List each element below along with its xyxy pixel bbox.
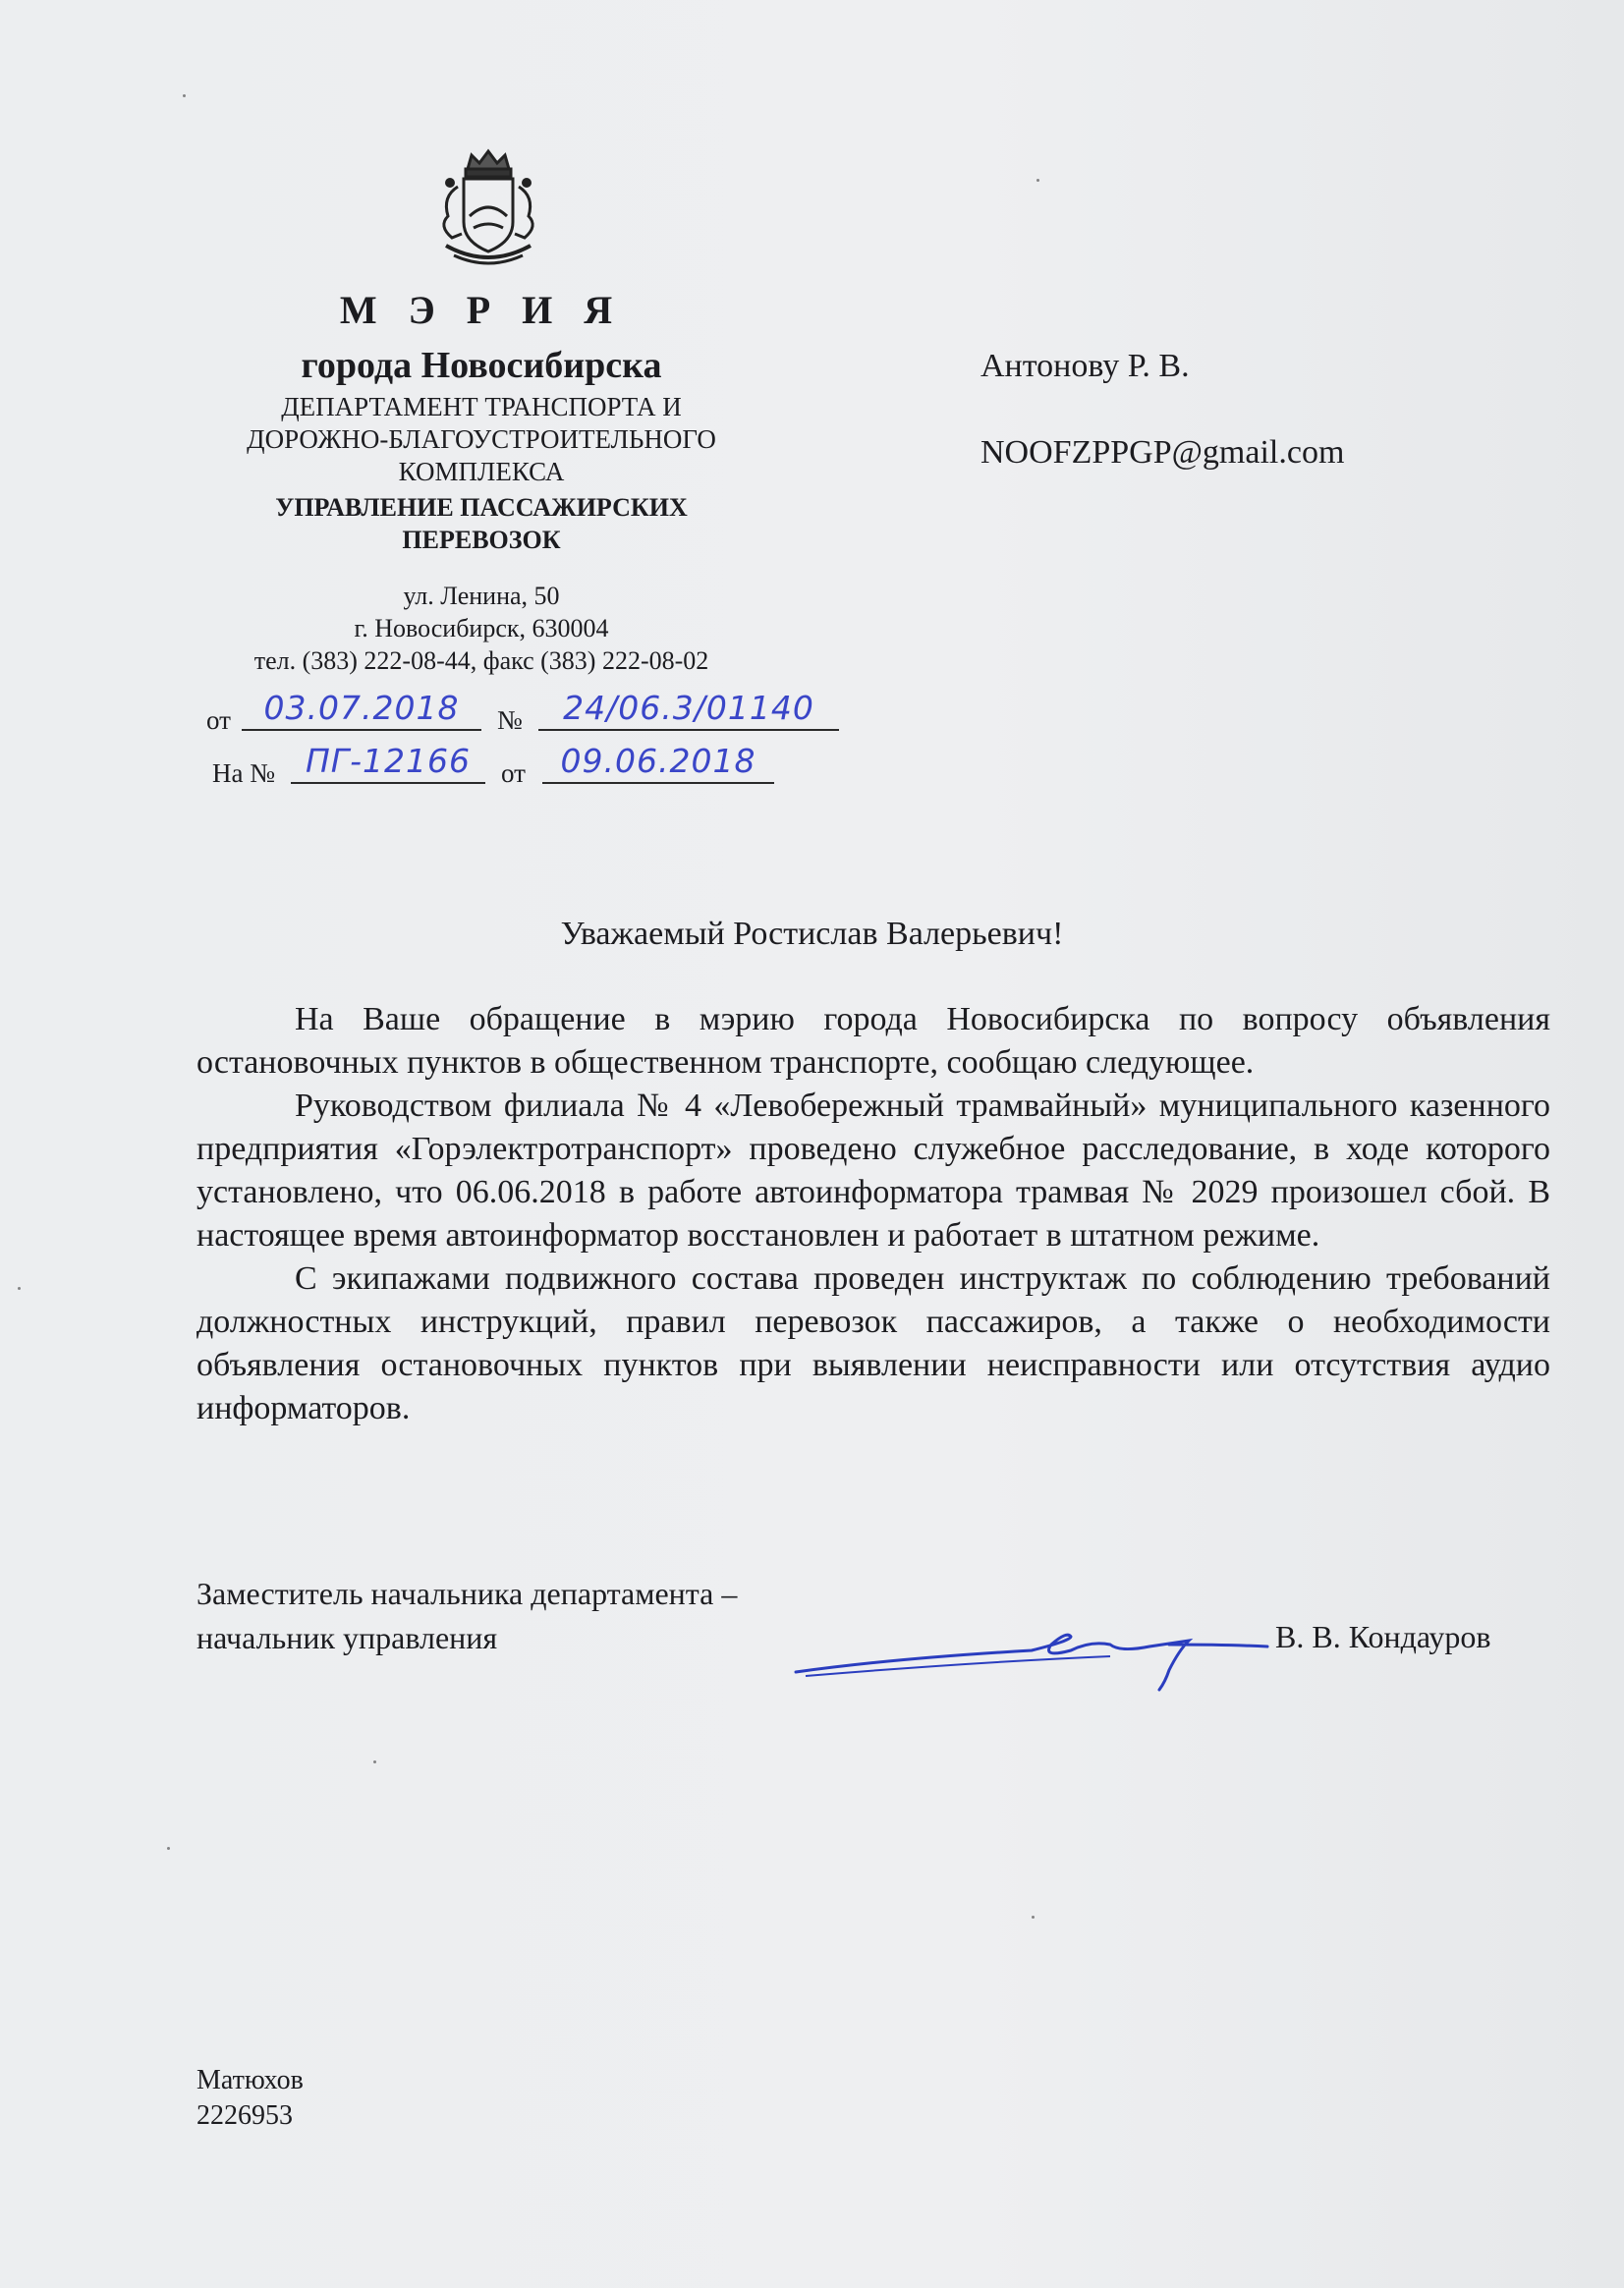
phone-fax-line: тел. (383) 222-08-44, факс (383) 222-08-02 [253, 646, 709, 675]
recipient-name: Антонову Р. В. [980, 348, 1190, 384]
letterhead-address [196, 580, 766, 677]
scan-speck [183, 94, 186, 97]
letterhead-city: города Новосибирска [301, 345, 662, 386]
scan-speck [167, 1847, 170, 1850]
reply-label: На № [212, 758, 275, 788]
letterhead-division [196, 491, 766, 556]
letter-body [196, 998, 1550, 1430]
address-line: г. Новосибирск, 630004 [354, 614, 609, 642]
letterhead-department [196, 391, 766, 488]
number-label: № [497, 705, 523, 735]
reply-date-label: от [501, 758, 526, 788]
handwritten-signature [776, 1601, 1287, 1700]
department-line: ДЕПАРТАМЕНТ ТРАНСПОРТА И [281, 392, 682, 421]
recipient-email: NOOFZPPGP@gmail.com [980, 434, 1345, 471]
executor-phone: 2226953 [196, 2100, 293, 2131]
scan-speck [18, 1287, 21, 1290]
scan-speck [373, 1760, 376, 1763]
scan-speck [1036, 179, 1039, 182]
executor-block [196, 2063, 304, 2134]
executor-name: Матюхов [196, 2065, 304, 2095]
division-line: ПЕРЕВОЗОК [402, 526, 561, 554]
body-paragraph: С экипажами подвижного состава проведен инструктаж по соблюдению требований должностных инструкций, правил перевозок пассажиров, а также о необходимости объявления остановочных пунктов при выявлении неисправности или отсутствия аудио информаторов. [196, 1260, 1550, 1426]
from-label: от [206, 705, 231, 735]
scan-speck [1032, 1916, 1035, 1919]
division-line: УПРАВЛЕНИЕ ПАССАЖИРСКИХ [275, 493, 688, 522]
outgoing-number: 24/06.3/01140 [538, 690, 839, 731]
address-line: ул. Ленина, 50 [403, 582, 560, 610]
coat-of-arms-icon [428, 147, 548, 275]
signatory-title-line: Заместитель начальника департамента – [196, 1576, 738, 1611]
body-paragraph: Руководством филиала № 4 «Левобережный трамвайный» муниципального казенного предприятия «Горэлектротранспорт» проведено служебное расследование, в ходе которого установлено, что 06.06.2018 в работе автоинформатора трамвая № 2029 произошел сбой. В настоящее время автоинформатор восстановлен и работает в штатном режиме. [196, 1088, 1550, 1254]
department-line: ДОРОЖНО-БЛАГОУСТРОИТЕЛЬНОГО [247, 424, 716, 454]
signatory-name: В. В. Кондауров [1275, 1619, 1491, 1654]
letterhead-title: М Э Р И Я [339, 288, 624, 332]
department-line: КОМПЛЕКСА [398, 457, 565, 486]
greeting: Уважаемый Ростислав Валерьевич! [560, 916, 1064, 952]
signatory-title [196, 1572, 737, 1660]
body-paragraph: На Ваше обращение в мэрию города Новосибирска по вопросу объявления остановочных пунктов в общественном транспорте, сообщаю следующее. [196, 1001, 1550, 1081]
outgoing-date: 03.07.2018 [242, 690, 481, 731]
reply-number: ПГ-12166 [291, 743, 485, 784]
signatory-title-line: начальник управления [196, 1620, 498, 1655]
reply-date: 09.06.2018 [542, 743, 774, 784]
